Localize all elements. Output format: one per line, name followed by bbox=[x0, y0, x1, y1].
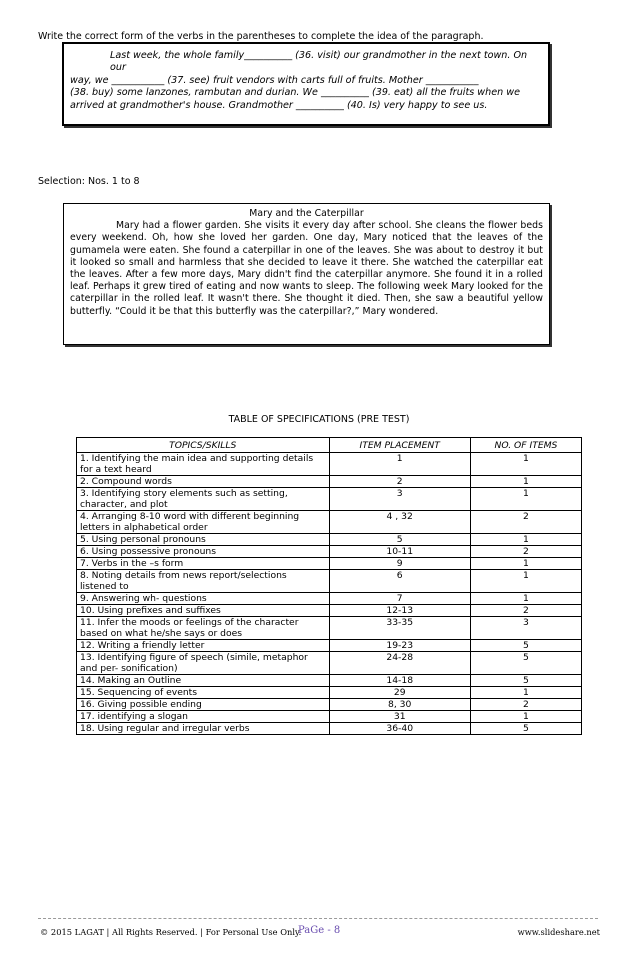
item-placement-cell: 24-28 bbox=[329, 652, 470, 675]
instructions: Write the correct form of the verbs in the parentheses to complete the idea of the paragraph. bbox=[38, 31, 484, 42]
table-row bbox=[77, 593, 582, 605]
topic-cell: 10. Using prefixes and suffixes bbox=[77, 605, 330, 617]
no-of-items-cell: 1 bbox=[470, 711, 581, 723]
verb-line: arrived at grandmother's house. Grandmother __________ (40. Is) very happy to see us. bbox=[70, 99, 488, 111]
topic-cell: 7. Verbs in the –s form bbox=[77, 558, 330, 570]
item-placement-cell: 19-23 bbox=[329, 640, 470, 652]
table-row bbox=[77, 546, 582, 558]
item-placement-cell: 29 bbox=[329, 687, 470, 699]
no-of-items-cell: 1 bbox=[470, 453, 581, 476]
item-placement-cell: 5 bbox=[329, 534, 470, 546]
topic-cell: 4. Arranging 8-10 word with different beginning letters in alphabetical order bbox=[77, 511, 330, 534]
header-no-of-items: NO. OF ITEMS bbox=[470, 438, 581, 453]
table-row bbox=[77, 687, 582, 699]
topic-cell: 13. Identifying figure of speech (simile, metaphor and per- sonification) bbox=[77, 652, 330, 675]
table-row bbox=[77, 723, 582, 735]
no-of-items-cell: 2 bbox=[470, 605, 581, 617]
no-of-items-cell: 1 bbox=[470, 534, 581, 546]
no-of-items-cell: 5 bbox=[470, 723, 581, 735]
item-placement-cell: 6 bbox=[329, 570, 470, 593]
table-row bbox=[77, 534, 582, 546]
topic-cell: 18. Using regular and irregular verbs bbox=[77, 723, 330, 735]
topic-cell: 14. Making an Outline bbox=[77, 675, 330, 687]
topic-cell: 11. Infer the moods or feelings of the character based on what he/she says or does bbox=[77, 617, 330, 640]
table-row bbox=[77, 617, 582, 640]
no-of-items-cell: 5 bbox=[470, 675, 581, 687]
story-text: Mary had a flower garden. She visits it every day after school. She cleans the flower beds every weekend. Oh, how she loved her garden. One day, Mary noticed that the leaves of the gumamela were eaten. She found a caterpillar in one of the leaves. She was about to destroy it but it looked so small and harmless that she decided to leave it there. She watched the caterpillar eat the leaves. After a few more days, Mary didn't find the caterpillar anymore. She found it in a rolled leaf. Perhaps it grew tired of eating and now wants to sleep. The following week Mary looked for the caterpillar in the rolled leaf. It wasn't there. She thought it died. Then, she saw a beautiful yellow butterfly. “Could it be that this butterfly was the caterpillar?,” Mary wondered. bbox=[70, 220, 543, 317]
no-of-items-cell: 1 bbox=[470, 476, 581, 488]
no-of-items-cell: 1 bbox=[470, 558, 581, 570]
topic-cell: 17. identifying a slogan bbox=[77, 711, 330, 723]
verb-line: way, we ___________ (37. see) fruit vendors with carts full of fruits. Mother ___________ bbox=[70, 74, 479, 86]
table-row bbox=[77, 558, 582, 570]
topic-cell: 2. Compound words bbox=[77, 476, 330, 488]
tos-header-row bbox=[77, 438, 582, 453]
topic-cell: 6. Using possessive pronouns bbox=[77, 546, 330, 558]
story-box bbox=[63, 203, 550, 345]
table-row bbox=[77, 699, 582, 711]
item-placement-cell: 36-40 bbox=[329, 723, 470, 735]
selection-label: Selection: Nos. 1 to 8 bbox=[38, 176, 140, 187]
footer-copyright: © 2015 LAGAT | All Rights Reserved. | For Personal Use Only. bbox=[40, 927, 302, 937]
topic-cell: 12. Writing a friendly letter bbox=[77, 640, 330, 652]
topic-cell: 16. Giving possible ending bbox=[77, 699, 330, 711]
topic-cell: 15. Sequencing of events bbox=[77, 687, 330, 699]
topic-cell: 3. Identifying story elements such as setting, character, and plot bbox=[77, 488, 330, 511]
no-of-items-cell: 1 bbox=[470, 593, 581, 605]
item-placement-cell: 4 , 32 bbox=[329, 511, 470, 534]
header-item-placement: ITEM PLACEMENT bbox=[329, 438, 470, 453]
item-placement-cell: 12-13 bbox=[329, 605, 470, 617]
footer-site: www.slideshare.net bbox=[517, 927, 600, 937]
topic-cell: 9. Answering wh- questions bbox=[77, 593, 330, 605]
no-of-items-cell: 1 bbox=[470, 687, 581, 699]
item-placement-cell: 7 bbox=[329, 593, 470, 605]
item-placement-cell: 2 bbox=[329, 476, 470, 488]
header-topics: TOPICS/SKILLS bbox=[77, 438, 330, 453]
story-title: Mary and the Caterpillar bbox=[249, 208, 364, 219]
topic-cell: 8. Noting details from news report/selections listened to bbox=[77, 570, 330, 593]
item-placement-cell: 3 bbox=[329, 488, 470, 511]
tos-table bbox=[76, 437, 582, 735]
item-placement-cell: 9 bbox=[329, 558, 470, 570]
verb-line: Last week, the whole family__________ (36. visit) our grandmother in the next town. On our bbox=[110, 50, 528, 74]
table-row bbox=[77, 570, 582, 593]
table-row bbox=[77, 605, 582, 617]
no-of-items-cell: 1 bbox=[470, 488, 581, 511]
no-of-items-cell: 1 bbox=[470, 570, 581, 593]
item-placement-cell: 14-18 bbox=[329, 675, 470, 687]
no-of-items-cell: 5 bbox=[470, 652, 581, 675]
table-row bbox=[77, 640, 582, 652]
item-placement-cell: 31 bbox=[329, 711, 470, 723]
topic-cell: 1. Identifying the main idea and supporting details for a text heard bbox=[77, 453, 330, 476]
verb-paragraph-box bbox=[62, 42, 550, 126]
item-placement-cell: 33-35 bbox=[329, 617, 470, 640]
no-of-items-cell: 2 bbox=[470, 546, 581, 558]
item-placement-cell: 10-11 bbox=[329, 546, 470, 558]
table-row bbox=[77, 652, 582, 675]
no-of-items-cell: 2 bbox=[470, 511, 581, 534]
item-placement-cell: 8, 30 bbox=[329, 699, 470, 711]
table-row bbox=[77, 511, 582, 534]
page-number: PaGe - 8 bbox=[298, 925, 341, 936]
verb-line: (38. buy) some lanzones, rambutan and durian. We __________ (39. eat) all the fruits when we bbox=[70, 87, 520, 99]
table-row bbox=[77, 453, 582, 476]
table-row bbox=[77, 711, 582, 723]
no-of-items-cell: 5 bbox=[470, 640, 581, 652]
topic-cell: 5. Using personal pronouns bbox=[77, 534, 330, 546]
no-of-items-cell: 3 bbox=[470, 617, 581, 640]
footer-divider bbox=[38, 918, 598, 919]
table-row bbox=[77, 488, 582, 511]
table-row bbox=[77, 675, 582, 687]
item-placement-cell: 1 bbox=[329, 453, 470, 476]
tos-title: TABLE OF SPECIFICATIONS (PRE TEST) bbox=[228, 414, 410, 425]
no-of-items-cell: 2 bbox=[470, 699, 581, 711]
table-row bbox=[77, 476, 582, 488]
